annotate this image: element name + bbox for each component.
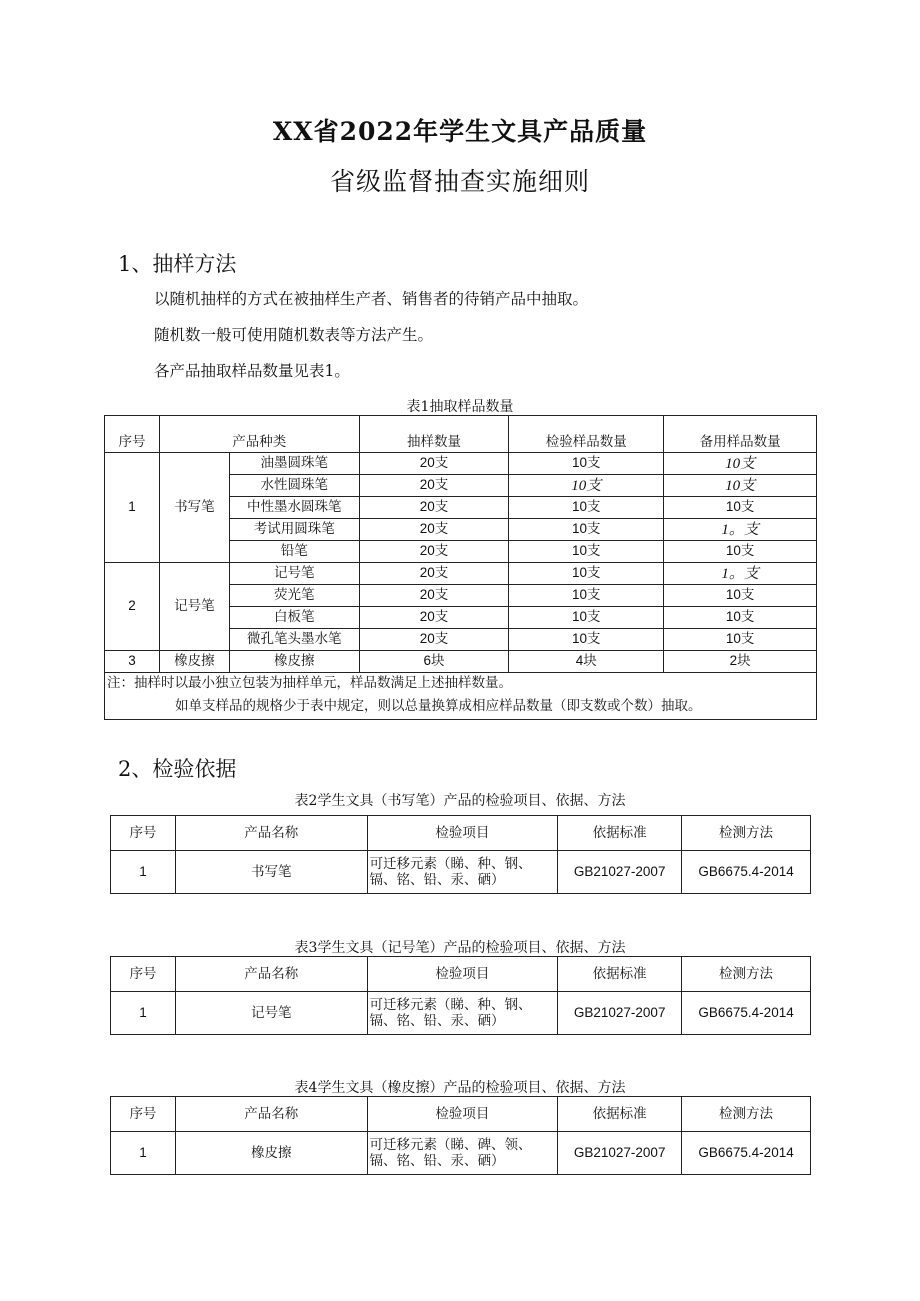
table-header-row (105, 416, 817, 453)
inspection-table-writing-pen (110, 815, 811, 894)
spare-qty: 1。支 (664, 519, 817, 541)
category-cell: 书写笔 (159, 453, 229, 563)
product-name: 书写笔 (175, 851, 367, 894)
table-row (105, 453, 817, 475)
test-qty: 10支 (509, 475, 664, 497)
test-method: GB6675.4-2014 (682, 851, 811, 894)
inspection-item (367, 1132, 558, 1175)
spare-qty: 10支 (664, 453, 817, 475)
header-cell: 序号 (105, 416, 160, 453)
test-qty: 10支 (509, 585, 664, 607)
sample-qty: 20支 (359, 475, 509, 497)
product-cell: 橡皮擦 (229, 651, 359, 673)
header-cell: 依据标准 (558, 1097, 682, 1132)
basis-standard: GB21027-2007 (558, 1132, 682, 1175)
inspection-item-line: 可迁移元素（睇、种、钢、 (369, 996, 532, 1013)
product-cell: 铅笔 (229, 541, 359, 563)
header-cell: 序号 (111, 1097, 176, 1132)
header-cell: 检测方法 (682, 1097, 811, 1132)
test-qty: 10支 (509, 563, 664, 585)
section1-paragraph: 随机数一般可使用随机数表等方法产生。 (154, 326, 434, 344)
table-row (111, 992, 811, 1035)
row-number: 3 (105, 651, 160, 673)
table-note-row (105, 693, 817, 720)
sample-qty: 6块 (359, 651, 509, 673)
header-cell: 检验项目 (367, 957, 558, 992)
header-cell: 检测方法 (682, 816, 811, 851)
test-qty: 10支 (509, 453, 664, 475)
table-row (111, 851, 811, 894)
header-cell: 产品名称 (175, 816, 367, 851)
spare-qty: 10支 (664, 629, 817, 651)
table-header-row (111, 957, 811, 992)
test-qty: 10支 (509, 519, 664, 541)
sample-quantity-table (104, 415, 817, 720)
row-number: 1 (105, 453, 160, 563)
product-cell: 中性墨水圆珠笔 (229, 497, 359, 519)
product-cell: 记号笔 (229, 563, 359, 585)
header-cell: 依据标准 (558, 816, 682, 851)
sample-qty: 20支 (359, 563, 509, 585)
test-qty: 10支 (509, 541, 664, 563)
product-cell: 考试用圆珠笔 (229, 519, 359, 541)
row-number: 2 (105, 563, 160, 651)
document-title-line1: XX省2022年学生文具产品质量 (272, 117, 648, 146)
spare-qty: 2块 (664, 651, 817, 673)
product-cell: 白板笔 (229, 607, 359, 629)
inspection-item-line: 可迁移元素（睇、碑、领、 (369, 1136, 532, 1153)
header-cell: 抽样数量 (359, 416, 509, 453)
product-name: 记号笔 (175, 992, 367, 1035)
inspection-item-line: 可迁移元素（睇、种、钢、 (369, 855, 532, 872)
header-cell: 序号 (111, 816, 176, 851)
table2-caption: 表2学生文具（书写笔）产品的检验项目、依据、方法 (294, 793, 626, 809)
header-cell: 序号 (111, 957, 176, 992)
header-cell: 检验样品数量 (509, 416, 664, 453)
basis-standard: GB21027-2007 (558, 851, 682, 894)
sample-qty: 20支 (359, 585, 509, 607)
sample-qty: 20支 (359, 607, 509, 629)
row-number: 1 (111, 851, 176, 894)
spare-qty: 1。支 (664, 563, 817, 585)
spare-qty: 10支 (664, 541, 817, 563)
product-cell: 荧光笔 (229, 585, 359, 607)
table-row (105, 563, 817, 585)
table-note-row (105, 673, 817, 694)
test-qty: 4块 (509, 651, 664, 673)
table-row (111, 1132, 811, 1175)
inspection-item (367, 992, 558, 1035)
product-cell: 微孔笔头墨水笔 (229, 629, 359, 651)
header-cell: 检测方法 (682, 957, 811, 992)
test-qty: 10支 (509, 497, 664, 519)
sample-qty: 20支 (359, 541, 509, 563)
row-number: 1 (111, 992, 176, 1035)
test-qty: 10支 (509, 607, 664, 629)
table3-caption: 表3学生文具（记号笔）产品的检验项目、依据、方法 (294, 940, 626, 956)
sample-qty: 20支 (359, 519, 509, 541)
header-cell: 依据标准 (558, 957, 682, 992)
spare-qty: 10支 (664, 585, 817, 607)
sample-qty: 20支 (359, 497, 509, 519)
header-cell: 产品种类 (159, 416, 359, 453)
header-cell: 备用样品数量 (664, 416, 817, 453)
section1-heading: 1、抽样方法 (118, 252, 237, 276)
table-header-row (111, 1097, 811, 1132)
section2-heading: 2、检验依据 (118, 757, 237, 781)
product-cell: 油墨圆珠笔 (229, 453, 359, 475)
spare-qty: 10支 (664, 607, 817, 629)
sample-qty: 20支 (359, 453, 509, 475)
document-title-line2: 省级监督抽查实施细则 (329, 167, 590, 196)
header-cell: 检验项目 (367, 816, 558, 851)
inspection-item (367, 851, 558, 894)
test-method: GB6675.4-2014 (682, 1132, 811, 1175)
category-cell: 记号笔 (159, 563, 229, 651)
spare-qty: 10支 (664, 475, 817, 497)
table-row (105, 651, 817, 673)
header-cell: 产品名称 (175, 957, 367, 992)
header-cell: 检验项目 (367, 1097, 558, 1132)
inspection-table-marker (110, 956, 811, 1035)
table-header-row (111, 816, 811, 851)
header-cell: 产品名称 (175, 1097, 367, 1132)
inspection-table-eraser (110, 1096, 811, 1175)
inspection-item-line: 镉、铭、铅、汞、硒） (369, 872, 505, 888)
category-cell: 橡皮擦 (159, 651, 229, 673)
test-method: GB6675.4-2014 (682, 992, 811, 1035)
test-qty: 10支 (509, 629, 664, 651)
table1-caption: 表1抽取样品数量 (406, 399, 514, 415)
section1-paragraph: 各产品抽取样品数量见表1。 (154, 362, 350, 380)
row-number: 1 (111, 1132, 176, 1175)
spare-qty: 10支 (664, 497, 817, 519)
table-note: 如单支样品的规格少于表中规定，则以总量换算成相应样品数量（即支数或个数）抽取。 (105, 693, 817, 720)
table4-caption: 表4学生文具（橡皮擦）产品的检验项目、依据、方法 (294, 1080, 626, 1096)
product-name: 橡皮擦 (175, 1132, 367, 1175)
basis-standard: GB21027-2007 (558, 992, 682, 1035)
product-cell: 水性圆珠笔 (229, 475, 359, 497)
inspection-item-line: 镉、铭、铅、汞、硒） (369, 1153, 505, 1169)
sample-qty: 20支 (359, 629, 509, 651)
inspection-item-line: 镉、铭、铅、汞、硒） (369, 1013, 505, 1029)
section1-paragraph: 以随机抽样的方式在被抽样生产者、销售者的待销产品中抽取。 (154, 290, 589, 308)
table-note: 注：抽样时以最小独立包装为抽样单元，样品数满足上述抽样数量。 (105, 673, 817, 694)
